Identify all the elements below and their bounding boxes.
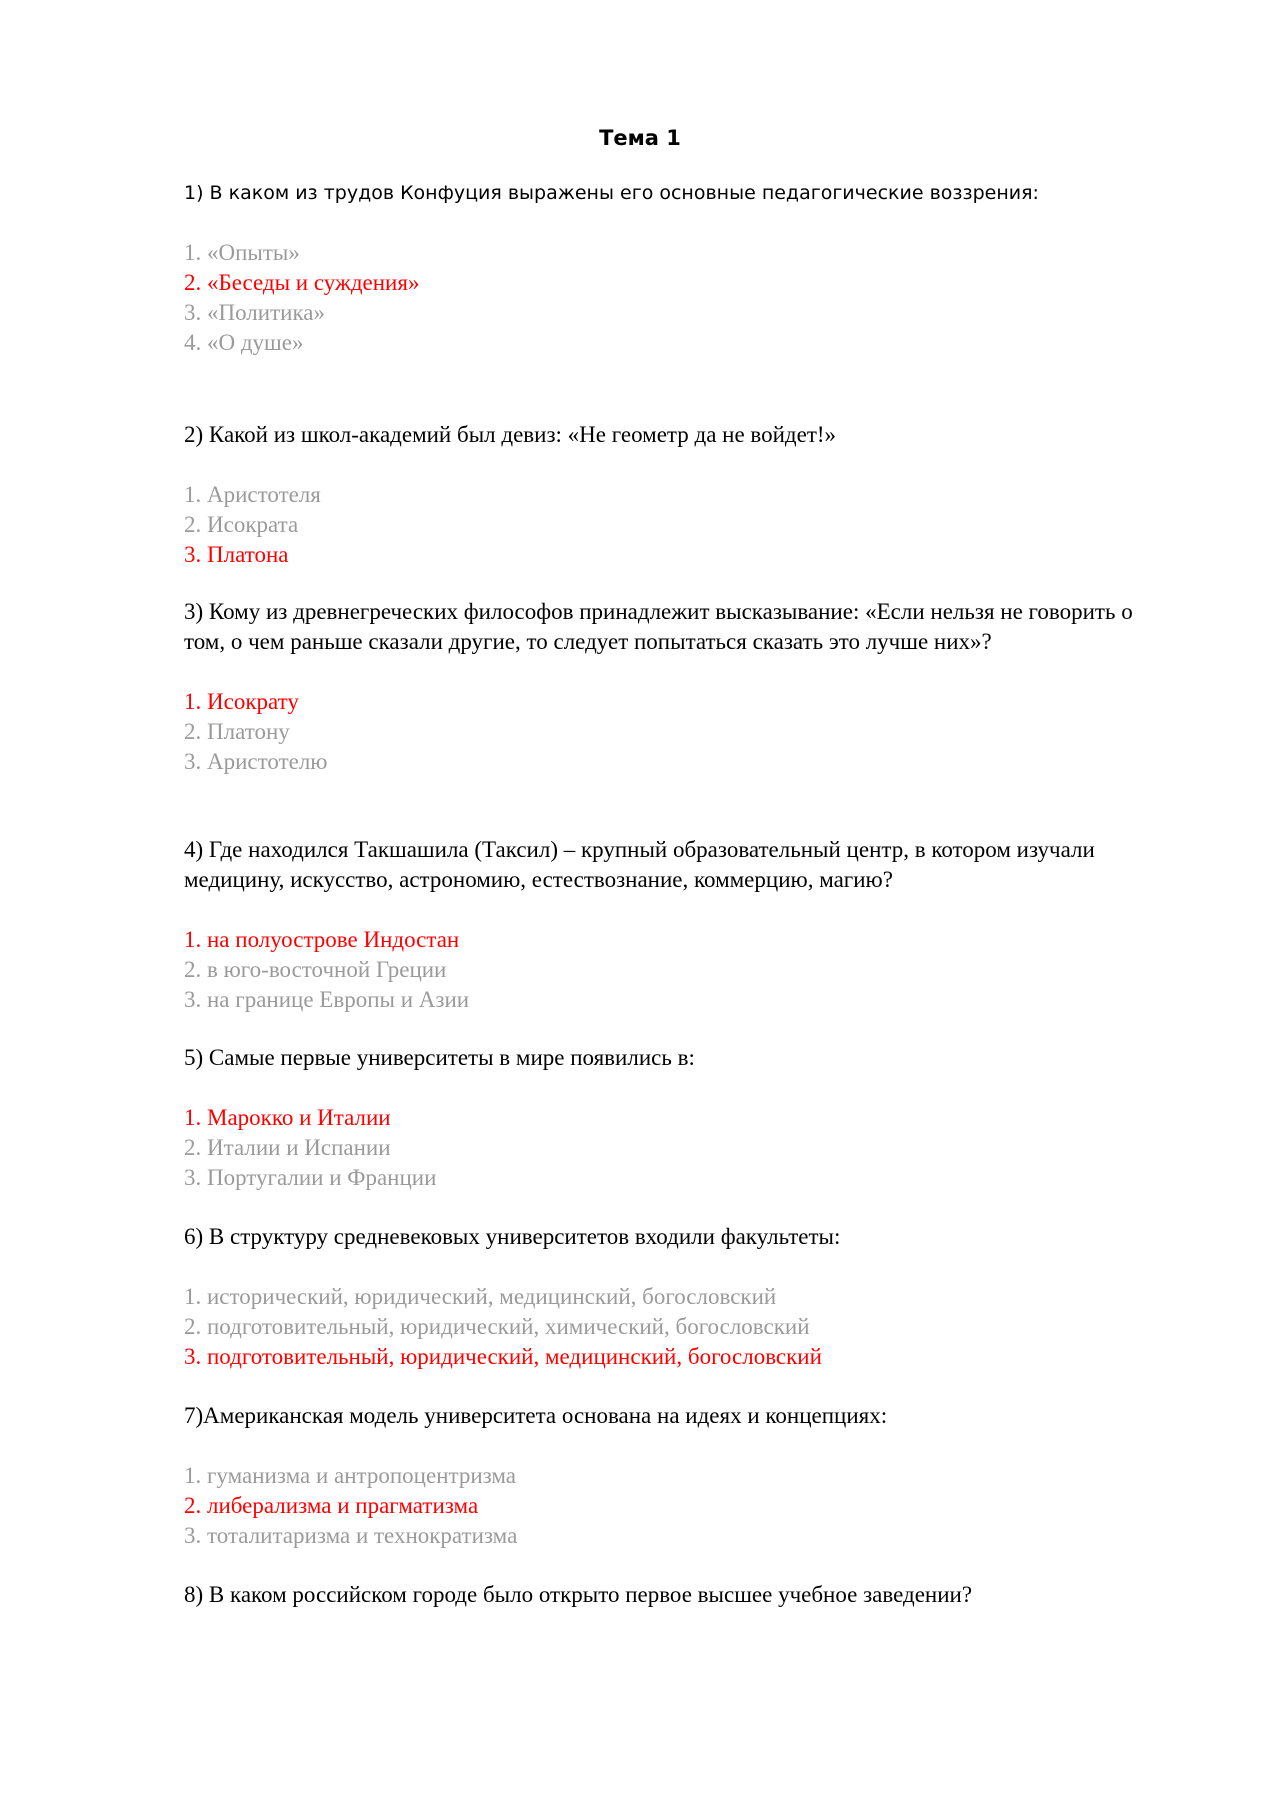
answer-2-3-correct: 3. Платона <box>184 542 289 567</box>
answer-5-1-correct: 1. Марокко и Италии <box>184 1105 391 1130</box>
question-1: 1) В каком из трудов Конфуция выражены его основные педагогические воззрения: <box>184 182 1039 204</box>
answers-4 <box>184 925 1164 1015</box>
answer-4-2: 2. в юго-восточной Греции <box>184 957 447 982</box>
question-block-4 <box>184 835 1164 1015</box>
question-5: 5) Самые первые университеты в мире появились в: <box>184 1045 695 1070</box>
answer-1-3: 3. «Политика» <box>184 300 325 325</box>
answer-3-3: 3. Аристотелю <box>184 749 328 774</box>
question-6: 6) В структуру средневековых университетов входили факультеты: <box>184 1224 841 1249</box>
question-block-8 <box>184 1580 1164 1610</box>
answer-3-2: 2. Платону <box>184 719 290 744</box>
answers-3 <box>184 687 1164 777</box>
answer-6-2: 2. подготовительный, юридический, химический, богословский <box>184 1314 810 1339</box>
answer-7-3: 3. тоталитаризма и технократизма <box>184 1523 518 1548</box>
answers-5 <box>184 1103 1164 1193</box>
answers-7 <box>184 1461 1164 1551</box>
answer-2-2: 2. Исократа <box>184 512 299 537</box>
answer-3-1-correct: 1. Исократу <box>184 689 299 714</box>
answer-6-1: 1. исторический, юридический, медицинский, богословский <box>184 1284 777 1309</box>
answer-4-3: 3. на границе Европы и Азии <box>184 987 470 1012</box>
question-7: 7)Американская модель университета основана на идеях и концепциях: <box>184 1403 888 1428</box>
answer-4-1-correct: 1. на полуострове Индостан <box>184 927 460 952</box>
answer-1-1: 1. «Опыты» <box>184 240 300 265</box>
question-2: 2) Какой из школ-академий был девиз: «Не геометр да не войдет!» <box>184 422 837 447</box>
answer-5-2: 2. Италии и Испании <box>184 1135 391 1160</box>
answers-6 <box>184 1282 1164 1372</box>
answer-2-1: 1. Аристотеля <box>184 482 321 507</box>
answer-6-3-correct: 3. подготовительный, юридический, медицинский, богословский <box>184 1344 822 1369</box>
page-title: Тема 1 <box>599 126 681 150</box>
answer-7-1: 1. гуманизма и антропоцентризма <box>184 1463 517 1488</box>
question-block-2 <box>184 420 1164 570</box>
answers-1 <box>184 238 419 358</box>
question-block-7 <box>184 1401 1164 1551</box>
answer-5-3: 3. Португалии и Франции <box>184 1165 437 1190</box>
answer-7-2-correct: 2. либерализма и прагматизма <box>184 1493 479 1518</box>
answers-2 <box>184 480 1164 570</box>
answer-1-2-correct: 2. «Беседы и суждения» <box>184 270 420 295</box>
question-block-3 <box>184 597 1164 777</box>
question-block-5 <box>184 1043 1164 1193</box>
question-3: 3) Кому из древнегреческих философов принадлежит высказывание: «Если нельзя не говорить о том, о чем раньше сказали другие, то следует попытаться сказать это лучше них»? <box>184 599 1133 654</box>
question-block-6 <box>184 1222 1164 1372</box>
answer-1-4: 4. «О душе» <box>184 330 304 355</box>
question-8: 8) В каком российском городе было открыто первое высшее учебное заведении? <box>184 1582 973 1607</box>
question-4: 4) Где находился Такшашила (Таксил) – крупный образовательный центр, в котором изучали медицину, искусство, астрономию, естествознание, коммерцию, магию? <box>184 837 1095 892</box>
